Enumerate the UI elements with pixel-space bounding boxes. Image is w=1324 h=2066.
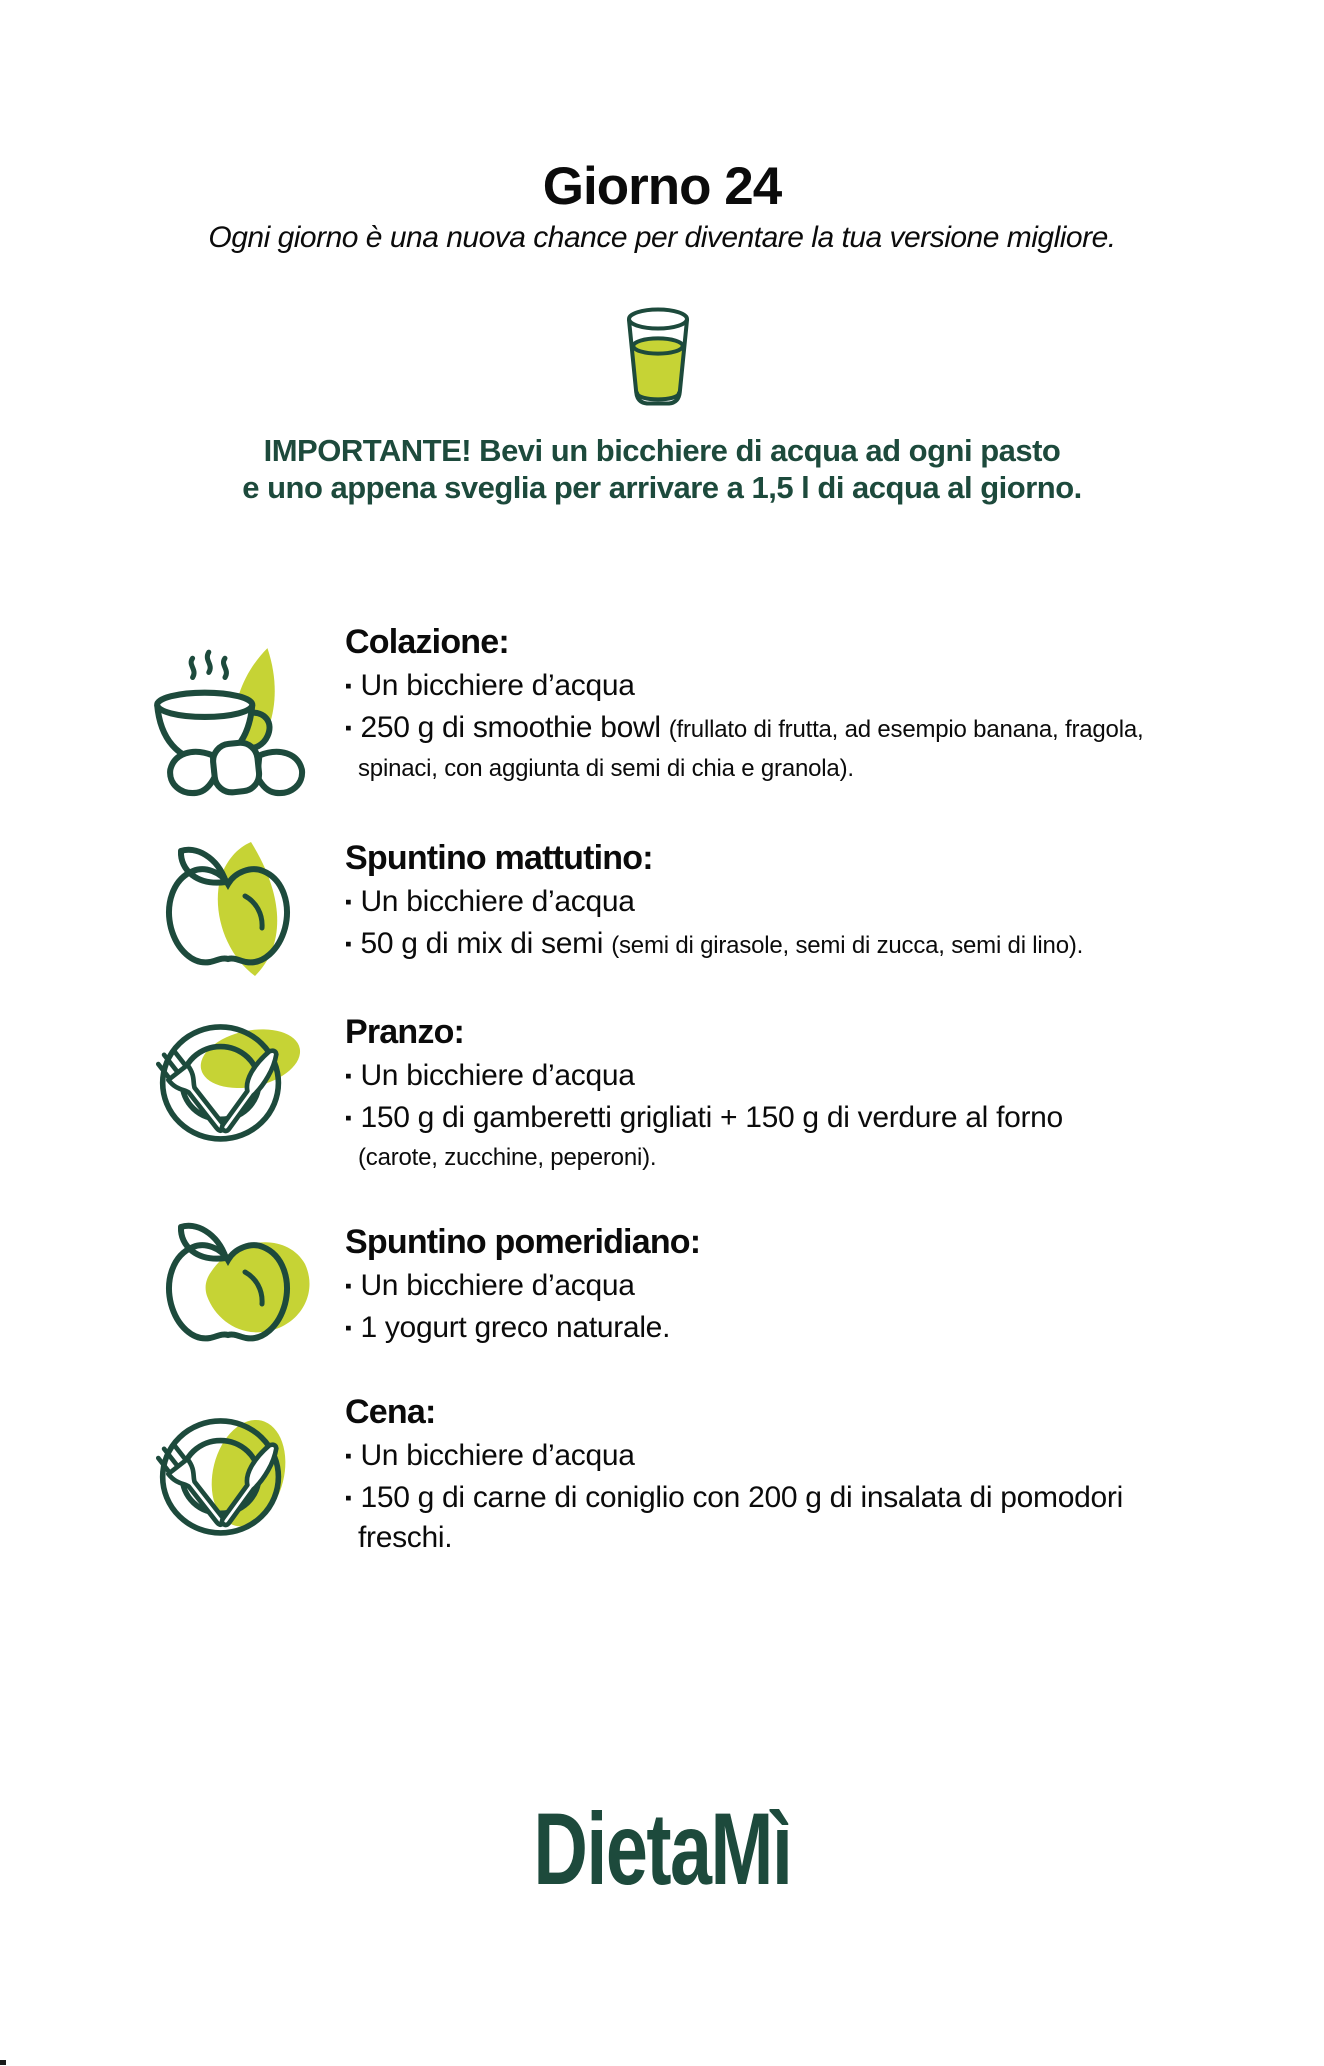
meal-title: Pranzo: [345, 1013, 465, 1051]
bullet-icon: ▪ [345, 1066, 352, 1087]
meal-title: Spuntino mattutino: [345, 839, 653, 877]
apple-icon [135, 846, 320, 972]
meal-item-note: (semi di girasole, semi di zucca, semi di lino). [611, 932, 1084, 959]
meal-item-continuation: (carote, zucchine, peperoni). [358, 1144, 657, 1171]
meal-section-cena [135, 1392, 1244, 1557]
meal-item [345, 1097, 1215, 1139]
meal-item-text: 1 yogurt greco naturale. [360, 1311, 671, 1344]
apple-icon [135, 1222, 320, 1348]
meal-section-spuntino-mattutino [135, 838, 1244, 972]
meal-item-text: Un bicchiere d’acqua [360, 1059, 635, 1092]
bullet-icon: ▪ [345, 718, 352, 739]
meal-item [345, 1435, 1215, 1477]
meal-item-text: Un bicchiere d’acqua [360, 1269, 635, 1302]
important-line-2: e uno appena sveglia per arrivare a 1,5 l di acqua al giorno. [242, 470, 1082, 505]
meal-item-continuation: spinaci, con aggiunta di semi di chia e granola). [358, 755, 854, 782]
meal-item [345, 1265, 1215, 1307]
meal-title: Colazione: [345, 623, 509, 661]
meal-section-spuntino-pomeridiano [135, 1222, 1244, 1349]
meal-item [345, 881, 1215, 923]
corner-artifact [0, 2060, 6, 2065]
bullet-icon: ▪ [345, 1446, 352, 1467]
brand-logo [0, 1792, 1324, 1906]
meal-item-text: Un bicchiere d’acqua [360, 669, 635, 702]
meal-item [345, 665, 1215, 707]
page-title: Giorno 24 [542, 157, 782, 216]
bullet-icon: ▪ [345, 1318, 352, 1339]
bullet-icon: ▪ [345, 1488, 352, 1509]
bullet-icon: ▪ [345, 676, 352, 697]
meal-item-continuation: freschi. [358, 1521, 453, 1554]
meal-item [345, 1307, 1215, 1349]
meal-item-note: (frullato di frutta, ad esempio banana, fragola, [668, 716, 1144, 743]
meal-item [345, 1055, 1215, 1097]
meal-title: Spuntino pomeridiano: [345, 1223, 701, 1261]
meal-item-text: 50 g di mix di semi [360, 927, 604, 960]
meal-section-pranzo [135, 1012, 1244, 1177]
bullet-icon: ▪ [345, 1276, 352, 1297]
meal-item-text: Un bicchiere d’acqua [360, 1439, 635, 1472]
brand-logo-text: DietaMì [532, 1792, 792, 1906]
meal-item-text: Un bicchiere d’acqua [360, 885, 635, 918]
bullet-icon: ▪ [345, 1108, 352, 1129]
meal-item [345, 707, 1215, 750]
meal-section-colazione [135, 622, 1244, 798]
page-subtitle: Ogni giorno è una nuova chance per diventare la tua versione migliore. [208, 221, 1116, 254]
meal-item [345, 1477, 1215, 1519]
water-glass-icon [619, 306, 697, 408]
plate-fork-knife-icon [135, 1012, 320, 1152]
coffee-and-croissant-icon [135, 646, 320, 798]
bullet-icon: ▪ [345, 934, 352, 955]
meal-item-text: 250 g di smoothie bowl [360, 711, 661, 744]
bullet-icon: ▪ [345, 892, 352, 913]
meal-item [345, 923, 1215, 966]
plate-fork-knife-icon [135, 1406, 320, 1546]
important-line-1: IMPORTANTE! Bevi un bicchiere di acqua ad ogni pasto [263, 433, 1061, 468]
meal-item-text: 150 g di carne di coniglio con 200 g di insalata di pomodori [360, 1481, 1123, 1514]
meal-title: Cena: [345, 1393, 436, 1431]
important-note [0, 432, 1324, 506]
meal-item-text: 150 g di gamberetti grigliati + 150 g di verdure al forno [360, 1101, 1063, 1134]
